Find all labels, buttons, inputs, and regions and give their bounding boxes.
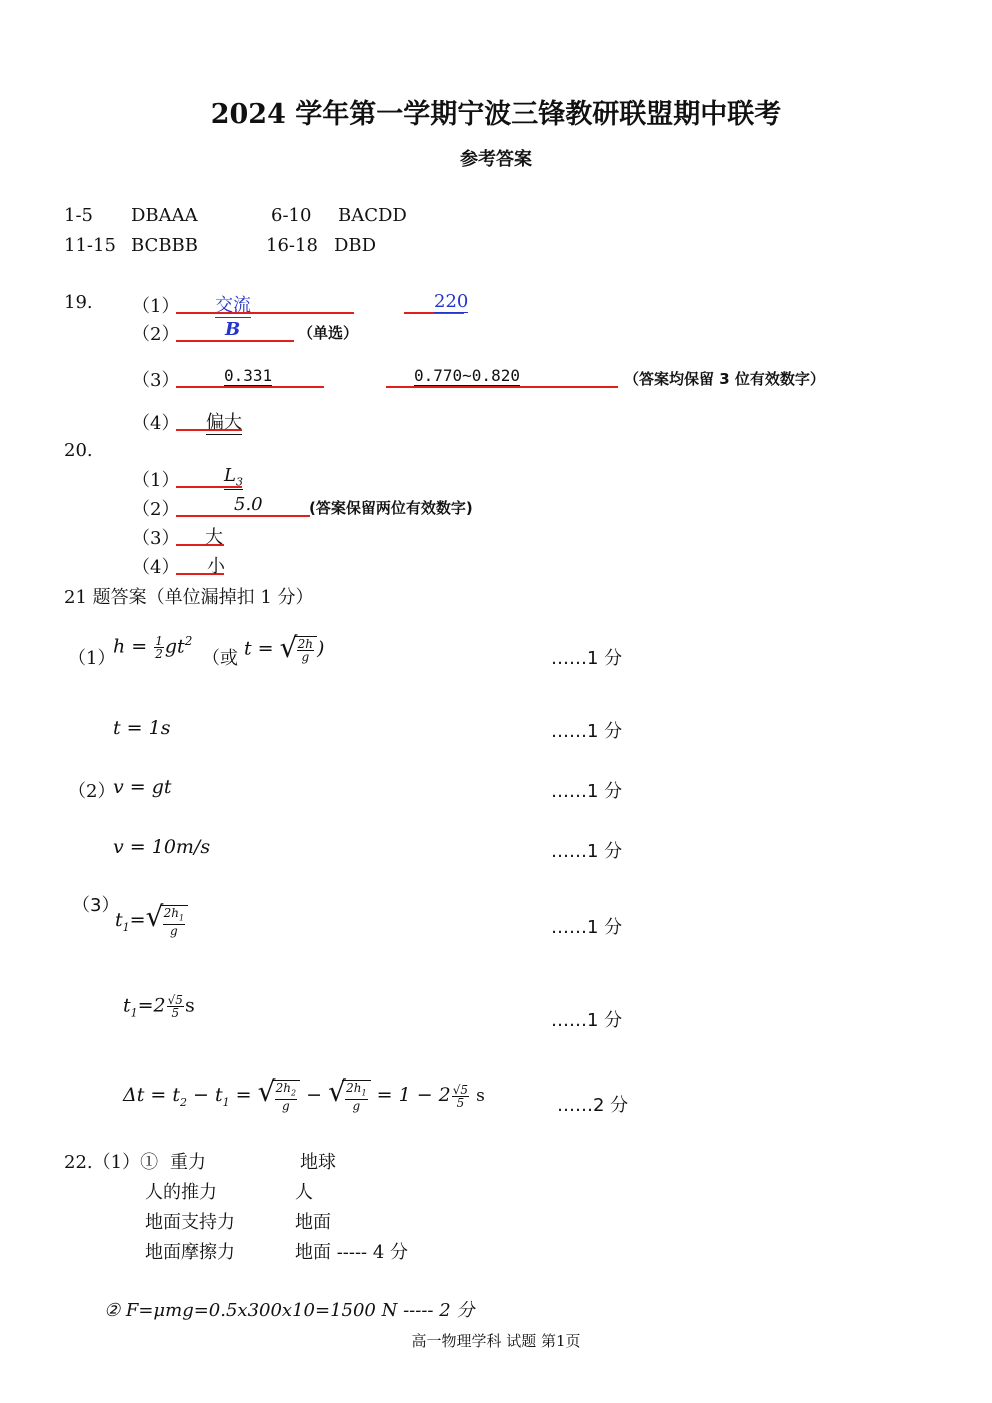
q19-p1-label: （1） xyxy=(132,296,180,317)
q22-number: 22.（1）① xyxy=(64,1152,159,1173)
q21-delta-score: ……2 分 xyxy=(557,1095,629,1116)
choice-answers-3: BCBBB xyxy=(131,235,199,256)
q19-number: 19. xyxy=(64,292,93,313)
q21-t1-formula: $t_1=$ √ $\frac{2h_1}{g}$ xyxy=(115,905,188,937)
q21-p3-label: （3） xyxy=(72,895,120,916)
q19-p2-note: （单选） xyxy=(298,324,359,342)
q19-p2-label: （2） xyxy=(132,324,180,345)
q19-p1-answer2: 220 xyxy=(434,291,469,312)
q20-p4-label: （4） xyxy=(132,557,180,578)
q19-p1-blank1 xyxy=(176,290,354,314)
q21-t1-score: ……1 分 xyxy=(551,917,623,938)
q20-p1-answer-subscript: 3 xyxy=(235,475,243,489)
q21-t-result: t = 1s xyxy=(113,717,171,739)
q20-p3-label: （3） xyxy=(132,528,180,549)
q21-v-formula: v = gt xyxy=(113,776,172,798)
choice-range-1: 1-5 xyxy=(64,205,93,226)
q20-p4-answer: 小 xyxy=(207,556,225,577)
q21-p1-label: （1） xyxy=(68,648,116,669)
page-subtitle: 参考答案 xyxy=(460,149,532,170)
q21-p1-score: ……1 分 xyxy=(551,648,623,669)
q19-p4-answer: 偏大 xyxy=(206,408,242,435)
q19-p3-answer2: 0.770~0.820 xyxy=(414,366,520,385)
q22-source-2: 人 xyxy=(295,1182,313,1203)
q22-force-2: 人的推力 xyxy=(145,1182,217,1203)
q20-p2-note: (答案保留两位有效数字) xyxy=(309,499,473,517)
q20-p1-answer xyxy=(224,465,243,490)
q20-p3-answer: 大 xyxy=(205,527,223,548)
q22-force-3: 地面支持力 xyxy=(145,1212,235,1233)
choice-range-3: 11-15 xyxy=(64,235,116,256)
q21-p1-alt-formula: t = √ $\frac{2h}{g}$ ) xyxy=(244,631,325,664)
q21-t1-result-score: ……1 分 xyxy=(551,1010,623,1031)
q22-source-3: 地面 xyxy=(295,1212,331,1233)
q20-number: 20. xyxy=(64,440,93,461)
q19-p1-answer1: 交流 xyxy=(215,291,251,318)
q21-v-score: ……1 分 xyxy=(551,781,623,802)
q21-delta-result: = 1 − 2 xyxy=(376,1084,451,1107)
page-footer: 高一物理学科 试题 第1页 xyxy=(411,1332,581,1350)
q21-heading: 21 题答案（单位漏掉扣 1 分） xyxy=(64,587,314,608)
choice-answers-2: BACDD xyxy=(338,205,407,226)
q21-delta-formula: $\Delta t = t_2 - t_1$ = √ $\frac{2h_2}{g}$ − √ $\frac{2h_1}{g}$ = 1 − 2 $\frac{√5}{5}$ s xyxy=(123,1075,485,1114)
q21-t-score: ……1 分 xyxy=(551,721,623,742)
q20-p2-answer: 5.0 xyxy=(234,494,263,515)
q20-p1-label: （1） xyxy=(132,470,180,491)
q21-p1-formula: h = $\frac{1}{2}$ $gt^2$ xyxy=(113,633,193,661)
q20-p1-answer-symbol: L xyxy=(224,465,236,486)
choice-answers-4: DBD xyxy=(334,235,377,256)
fraction-half: $\frac{1}{2}$ xyxy=(155,633,163,661)
q21-v-result: v = 10m/s xyxy=(113,836,211,858)
q22-part2: ② F=μmg=0.5x300x10=1500 N ----- 2 分 xyxy=(104,1300,475,1321)
q19-p3-answer1: 0.331 xyxy=(224,366,273,385)
q20-p2-label: （2） xyxy=(132,499,180,520)
choice-range-4: 16-18 xyxy=(266,235,318,256)
page-title: 2024 学年第一学期宁波三锋教研联盟期中联考 xyxy=(210,99,782,130)
q22-force-1: 重力 xyxy=(170,1152,206,1173)
q21-v-result-score: ……1 分 xyxy=(551,841,623,862)
q22-force-4: 地面摩擦力 xyxy=(145,1242,235,1263)
choice-range-2: 6-10 xyxy=(271,205,312,226)
q19-p4-label: （4） xyxy=(132,413,180,434)
q22-source-1: 地球 xyxy=(300,1152,336,1173)
q19-p2-answer: B xyxy=(225,319,241,340)
q21-delta-unit: s xyxy=(476,1086,485,1107)
q21-p2-label: （2） xyxy=(68,781,116,802)
sqrt-2h-g: √ $\frac{2h}{g}$ xyxy=(280,636,317,663)
choice-answers-1: DBAAA xyxy=(131,205,198,226)
q22-source-4: 地面 ----- 4 分 xyxy=(295,1242,409,1263)
q19-p3-label: （3） xyxy=(132,370,180,391)
q21-t1-result: $t_1=2$ $\frac{√5}{5}$ s xyxy=(123,993,195,1020)
q19-p3-note: （答案均保留 3 位有效数字） xyxy=(624,370,825,388)
q21-p1-or: （或 xyxy=(202,648,238,669)
